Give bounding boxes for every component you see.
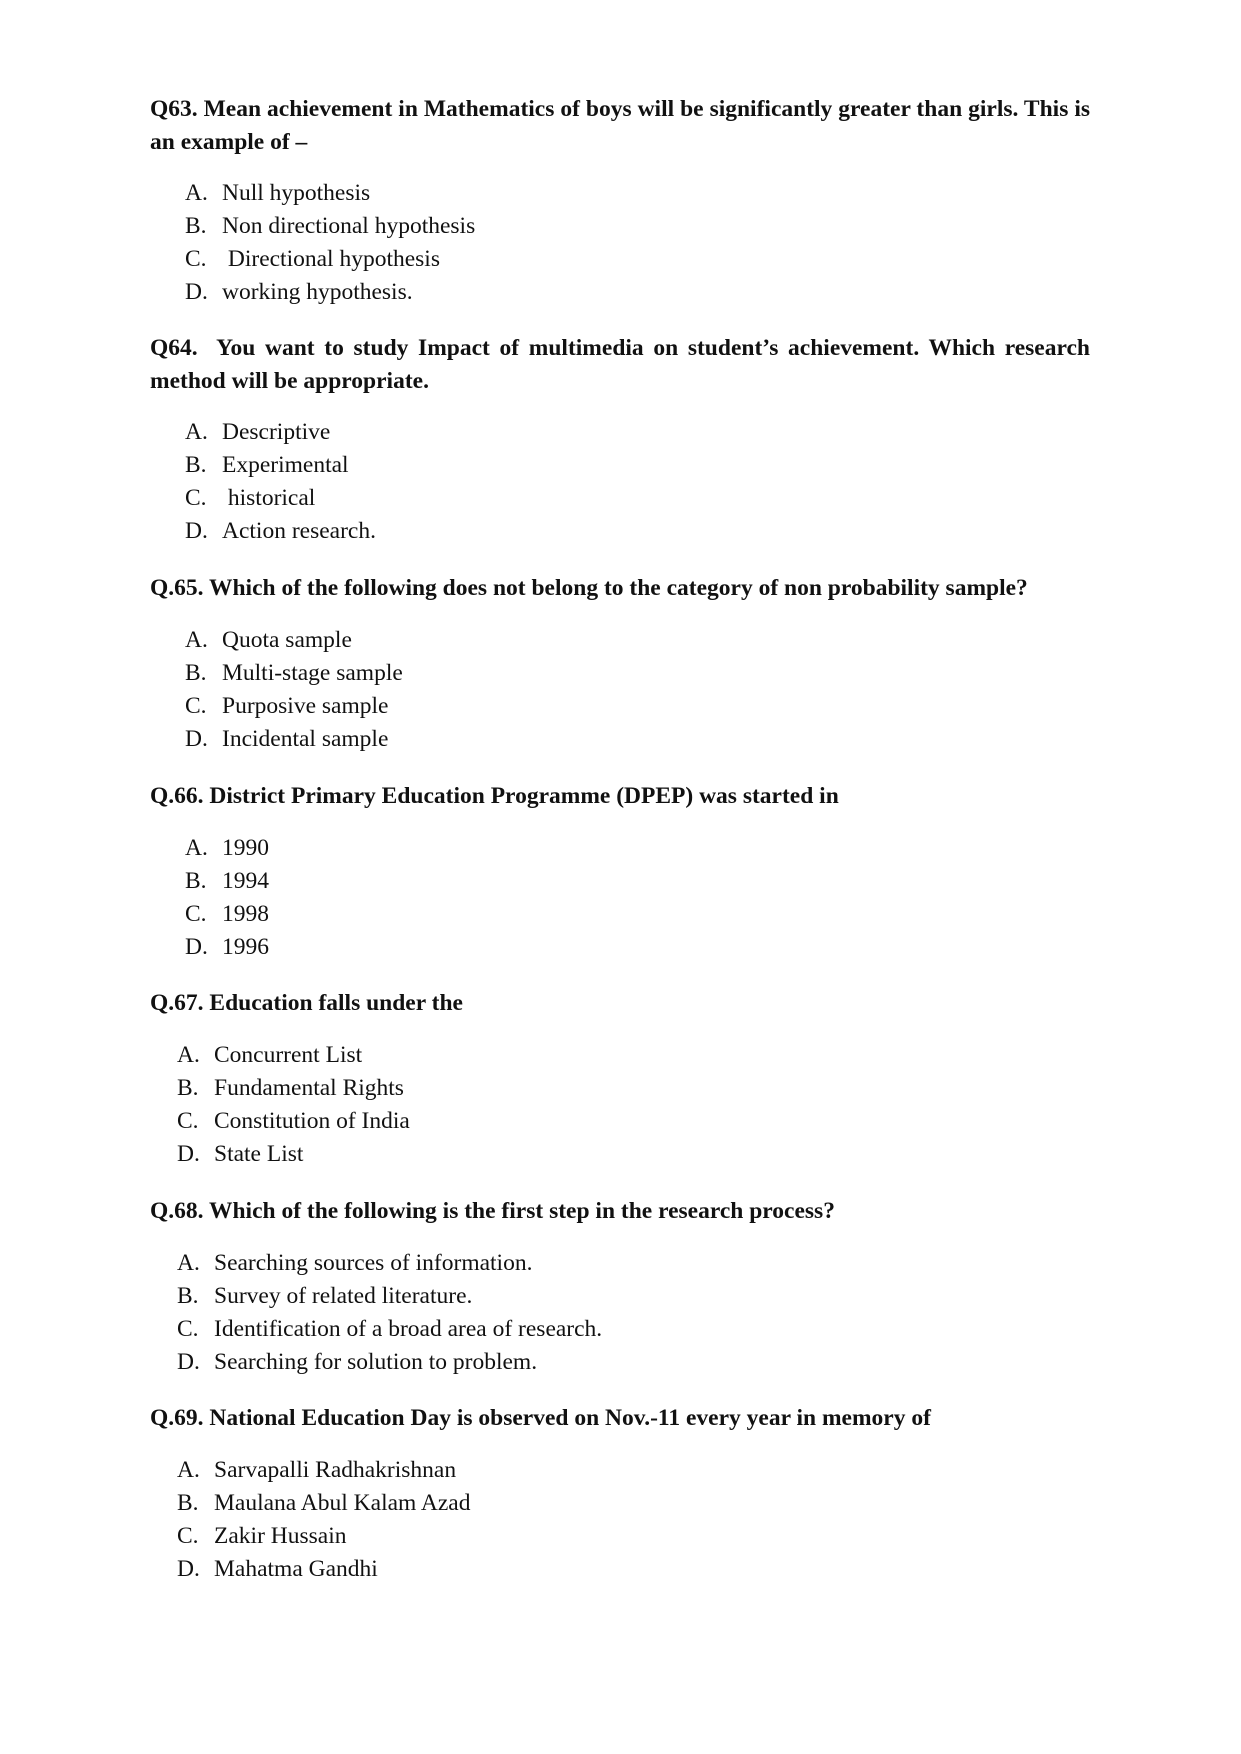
option-letter: C. [185,693,207,719]
option-text: Searching sources of information. [214,1250,533,1276]
question-number: Q64. [150,335,198,361]
option-letter: D. [177,1349,200,1375]
option-letter: B. [177,1075,199,1101]
option-a [185,832,269,865]
option-text: Experimental [222,452,349,478]
option-c [185,898,269,931]
option-d [177,1138,410,1171]
option-letter: D. [185,726,208,752]
option-a [177,1247,602,1280]
option-d [185,723,403,756]
question-body: You want to study Impact of multimedia on student’s achievement. Which research method will be appropriate. [150,335,1096,394]
option-c [185,482,376,515]
option-text: Maulana Abul Kalam Azad [214,1490,471,1516]
option-text: Fundamental Rights [214,1075,404,1101]
option-letter: A. [177,1250,200,1276]
question-text [150,780,1090,813]
question-number: Q.65. [150,575,204,601]
option-a [177,1039,410,1072]
option-letter: B. [185,868,207,894]
option-b [177,1072,410,1105]
option-letter: A. [185,419,208,445]
option-text: Survey of related literature. [214,1283,473,1309]
option-text: Purposive sample [222,693,389,719]
question-number: Q.67. [150,990,204,1016]
option-letter: A. [177,1457,200,1483]
option-letter: D. [185,518,208,544]
option-list [177,1247,602,1379]
option-letter: C. [177,1316,199,1342]
option-text: working hypothesis. [222,279,413,305]
option-list [185,832,269,964]
option-b [177,1280,602,1313]
option-b [185,210,475,243]
option-letter: C. [185,485,207,511]
question-body: Mean achievement in Mathematics of boys will be significantly greater than girls. This is an example of – [150,96,1090,155]
option-text: State List [214,1141,304,1167]
option-text: Quota sample [222,627,352,653]
question-text [150,1402,1090,1435]
question-text [150,332,1096,398]
option-letter: B. [177,1283,199,1309]
option-letter: A. [185,835,208,861]
question-text [150,1195,1090,1228]
question-body: District Primary Education Programme (DPEP) was started in [203,783,839,809]
option-b [177,1487,470,1520]
option-a [185,416,376,449]
option-text: Constitution of India [214,1108,410,1134]
option-letter: C. [177,1108,199,1134]
option-text: Mahatma Gandhi [214,1556,378,1582]
question-body: Which of the following is the first step in the research process? [203,1198,835,1224]
question-q66 [150,780,1090,960]
question-q68 [150,1195,1090,1375]
option-text: Null hypothesis [222,180,371,206]
option-list [185,624,403,756]
option-b [185,449,376,482]
option-letter: C. [185,246,207,272]
option-letter: D. [177,1141,200,1167]
option-text: Directional hypothesis [222,246,440,272]
option-text: Incidental sample [222,726,389,752]
option-letter: B. [185,452,207,478]
option-list [177,1454,470,1586]
question-number: Q63. [150,96,198,122]
option-text: historical [222,485,316,511]
option-letter: C. [177,1523,199,1549]
question-text [150,572,1090,605]
option-text: Descriptive [222,419,331,445]
option-c [177,1313,602,1346]
option-text: Action research. [222,518,376,544]
question-text [150,93,1090,159]
option-list [185,177,475,309]
option-text: 1994 [222,868,269,894]
question-body: Which of the following does not belong to the category of non probability sample? [203,575,1028,601]
option-text: Zakir Hussain [214,1523,347,1549]
question-body: National Education Day is observed on Nov.-11 every year in memory of [203,1405,931,1431]
option-letter: A. [185,627,208,653]
option-text: 1996 [222,934,269,960]
option-d [185,515,376,548]
option-text: Searching for solution to problem. [214,1349,538,1375]
option-list [185,416,376,548]
question-q67 [150,987,1090,1167]
option-d [177,1346,602,1379]
question-text [150,987,1090,1020]
option-letter: D. [185,279,208,305]
question-q65 [150,572,1090,752]
option-c [177,1105,410,1138]
option-b [185,657,403,690]
option-d [185,931,269,964]
option-d [185,276,475,309]
option-text: 1998 [222,901,269,927]
question-number: Q.68. [150,1198,204,1224]
question-q69 [150,1402,1090,1582]
option-letter: B. [185,660,207,686]
option-text: Non directional hypothesis [222,213,476,239]
option-a [185,624,403,657]
option-letter: D. [185,934,208,960]
option-text: Sarvapalli Radhakrishnan [214,1457,457,1483]
option-c [185,243,475,276]
question-body: Education falls under the [203,990,463,1016]
option-letter: A. [177,1042,200,1068]
option-text: 1990 [222,835,269,861]
question-q64 [150,332,1096,544]
option-letter: B. [185,213,207,239]
option-letter: B. [177,1490,199,1516]
option-c [177,1520,470,1553]
option-a [177,1454,470,1487]
option-text: Multi-stage sample [222,660,403,686]
question-q63 [150,93,1090,305]
option-d [177,1553,470,1586]
option-c [185,690,403,723]
option-a [185,177,475,210]
option-letter: C. [185,901,207,927]
option-b [185,865,269,898]
option-text: Concurrent List [214,1042,363,1068]
question-number: Q.69. [150,1405,204,1431]
option-text: Identification of a broad area of research. [214,1316,603,1342]
option-list [177,1039,410,1171]
question-number: Q.66. [150,783,204,809]
option-letter: A. [185,180,208,206]
option-letter: D. [177,1556,200,1582]
